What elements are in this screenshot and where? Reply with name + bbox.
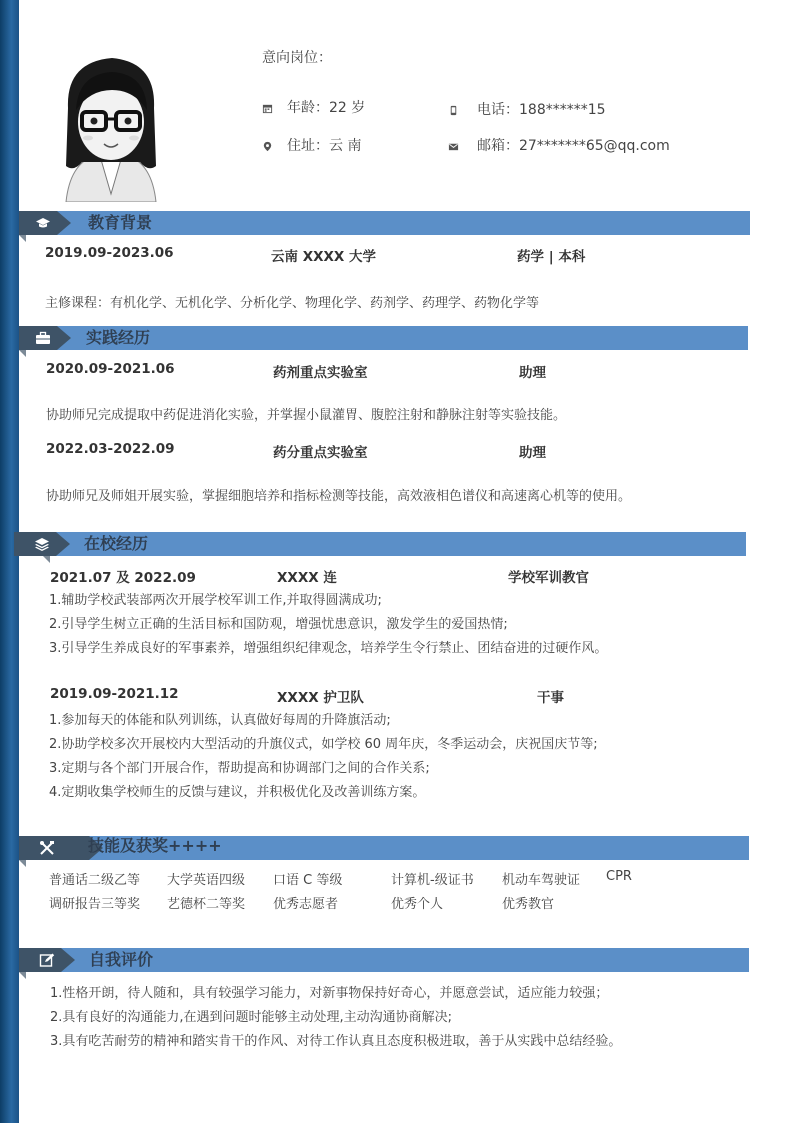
section-title-self: 自我评价 — [89, 950, 154, 969]
graduation-cap-icon — [35, 216, 51, 230]
practice-role: 助理 — [519, 445, 546, 461]
campus-line: 2.协助学校多次开展校内大型活动的升旗仪式，如学校 60 周年庆，冬季运动会，庆祝国庆节等; — [49, 737, 598, 752]
campus-org: XXXX 护卫队 — [277, 690, 364, 706]
campus-period: 2021.07 及 2022.09 — [50, 570, 196, 586]
skill-item: 普通话二级乙等 — [49, 873, 141, 888]
address-text: 住址：云 南 — [287, 138, 362, 154]
self-eval-line: 3.具有吃苦耐劳的精神和踏实肯干的作风、对待工作认真且态度积极进取，善于从实践中总结经验。 — [50, 1034, 622, 1049]
education-courses: 主修课程：有机化学、无机化学、分析化学、物理化学、药剂学、药理学、药物化学等 — [45, 296, 540, 311]
practice-desc: 协助师兄完成提取中药促进消化实验，并掌握小鼠灌胃、腹腔注射和静脉注射等实验技能。 — [46, 408, 567, 423]
campus-line: 3.引导学生养成良好的军事素养，增强组织纪律观念，培养学生令行禁止、团结奋进的过硬作风。 — [49, 641, 608, 656]
calendar-icon — [262, 103, 273, 114]
phone-text: 电话：188******15 — [477, 102, 606, 118]
practice-desc: 协助师兄及师姐开展实验，掌握细胞培养和指标检测等技能，高效液相色谱仪和高速离心机等的使用。 — [46, 489, 632, 504]
award-item: 优秀志愿者 — [273, 897, 339, 912]
practice-period: 2020.09-2021.06 — [46, 361, 175, 377]
section-fold-skills — [19, 860, 26, 867]
education-period: 2019.09-2023.06 — [45, 245, 174, 261]
section-fold-practice — [19, 350, 26, 357]
left-accent-bar — [0, 0, 19, 1123]
practice-role: 助理 — [519, 365, 546, 381]
practice-org: 药剂重点实验室 — [273, 365, 368, 381]
section-title-skills: 技能及获奖++++ — [88, 836, 222, 855]
section-title-practice: 实践经历 — [86, 328, 151, 347]
campus-org: XXXX 连 — [277, 570, 337, 586]
education-school: 云南 XXXX 大学 — [271, 249, 377, 265]
campus-period: 2019.09-2021.12 — [50, 686, 179, 702]
award-item: 优秀教官 — [502, 897, 555, 912]
section-fold-campus — [43, 556, 50, 563]
location-icon — [262, 141, 273, 152]
campus-line: 3.定期与各个部门开展合作，帮助提高和协调部门之间的合作关系; — [49, 761, 430, 776]
section-title-education: 教育背景 — [88, 213, 153, 232]
self-eval-line: 2.具有良好的沟通能力,在遇到问题时能够主动处理,主动沟通协商解决; — [50, 1010, 453, 1025]
layers-icon — [34, 537, 50, 551]
campus-role: 学校军训教官 — [508, 570, 589, 586]
mail-icon — [448, 141, 459, 152]
award-item: 优秀个人 — [391, 897, 444, 912]
email-row — [448, 135, 670, 155]
age-row — [262, 97, 365, 117]
campus-line: 1.辅助学校武装部两次开展学校军训工作,并取得圆满成功; — [49, 593, 382, 608]
skill-item: 计算机-级证书 — [391, 873, 474, 888]
email-text: 邮箱：27*******65@qq.com — [477, 138, 670, 154]
skill-item: 口语 C 等级 — [273, 873, 343, 888]
section-fold-self — [19, 972, 26, 979]
tools-icon — [39, 841, 55, 855]
practice-org: 药分重点实验室 — [273, 445, 368, 461]
address-row — [262, 135, 361, 155]
avatar — [52, 44, 170, 202]
award-item: 艺德杯二等奖 — [167, 897, 246, 912]
phone-row — [448, 99, 606, 119]
skill-item: 大学英语四级 — [167, 873, 246, 888]
skill-item: 机动车驾驶证 — [502, 873, 581, 888]
section-title-campus: 在校经历 — [84, 534, 149, 553]
target-position-label: 意向岗位： — [262, 50, 332, 66]
age-text: 年龄：22 岁 — [287, 100, 366, 116]
practice-period: 2022.03-2022.09 — [46, 441, 175, 457]
education-major: 药学 | 本科 — [517, 249, 586, 265]
skill-item: CPR — [606, 869, 632, 884]
campus-line: 4.定期收集学校师生的反馈与建议，并积极优化及改善训练方案。 — [49, 785, 426, 800]
self-eval-line: 1.性格开朗，待人随和，具有较强学习能力，对新事物保持好奇心，并愿意尝试，适应能力较强； — [50, 986, 609, 1001]
briefcase-icon — [35, 331, 51, 345]
award-item: 调研报告三等奖 — [49, 897, 141, 912]
campus-line: 1.参加每天的体能和队列训练，认真做好每周的升降旗活动; — [49, 713, 391, 728]
phone-icon — [448, 105, 459, 116]
campus-role: 干事 — [537, 690, 564, 706]
edit-icon — [39, 953, 55, 967]
section-fold-education — [19, 235, 26, 242]
campus-line: 2.引导学生树立正确的生活目标和国防观，增强忧患意识，激发学生的爱国热情; — [49, 617, 508, 632]
